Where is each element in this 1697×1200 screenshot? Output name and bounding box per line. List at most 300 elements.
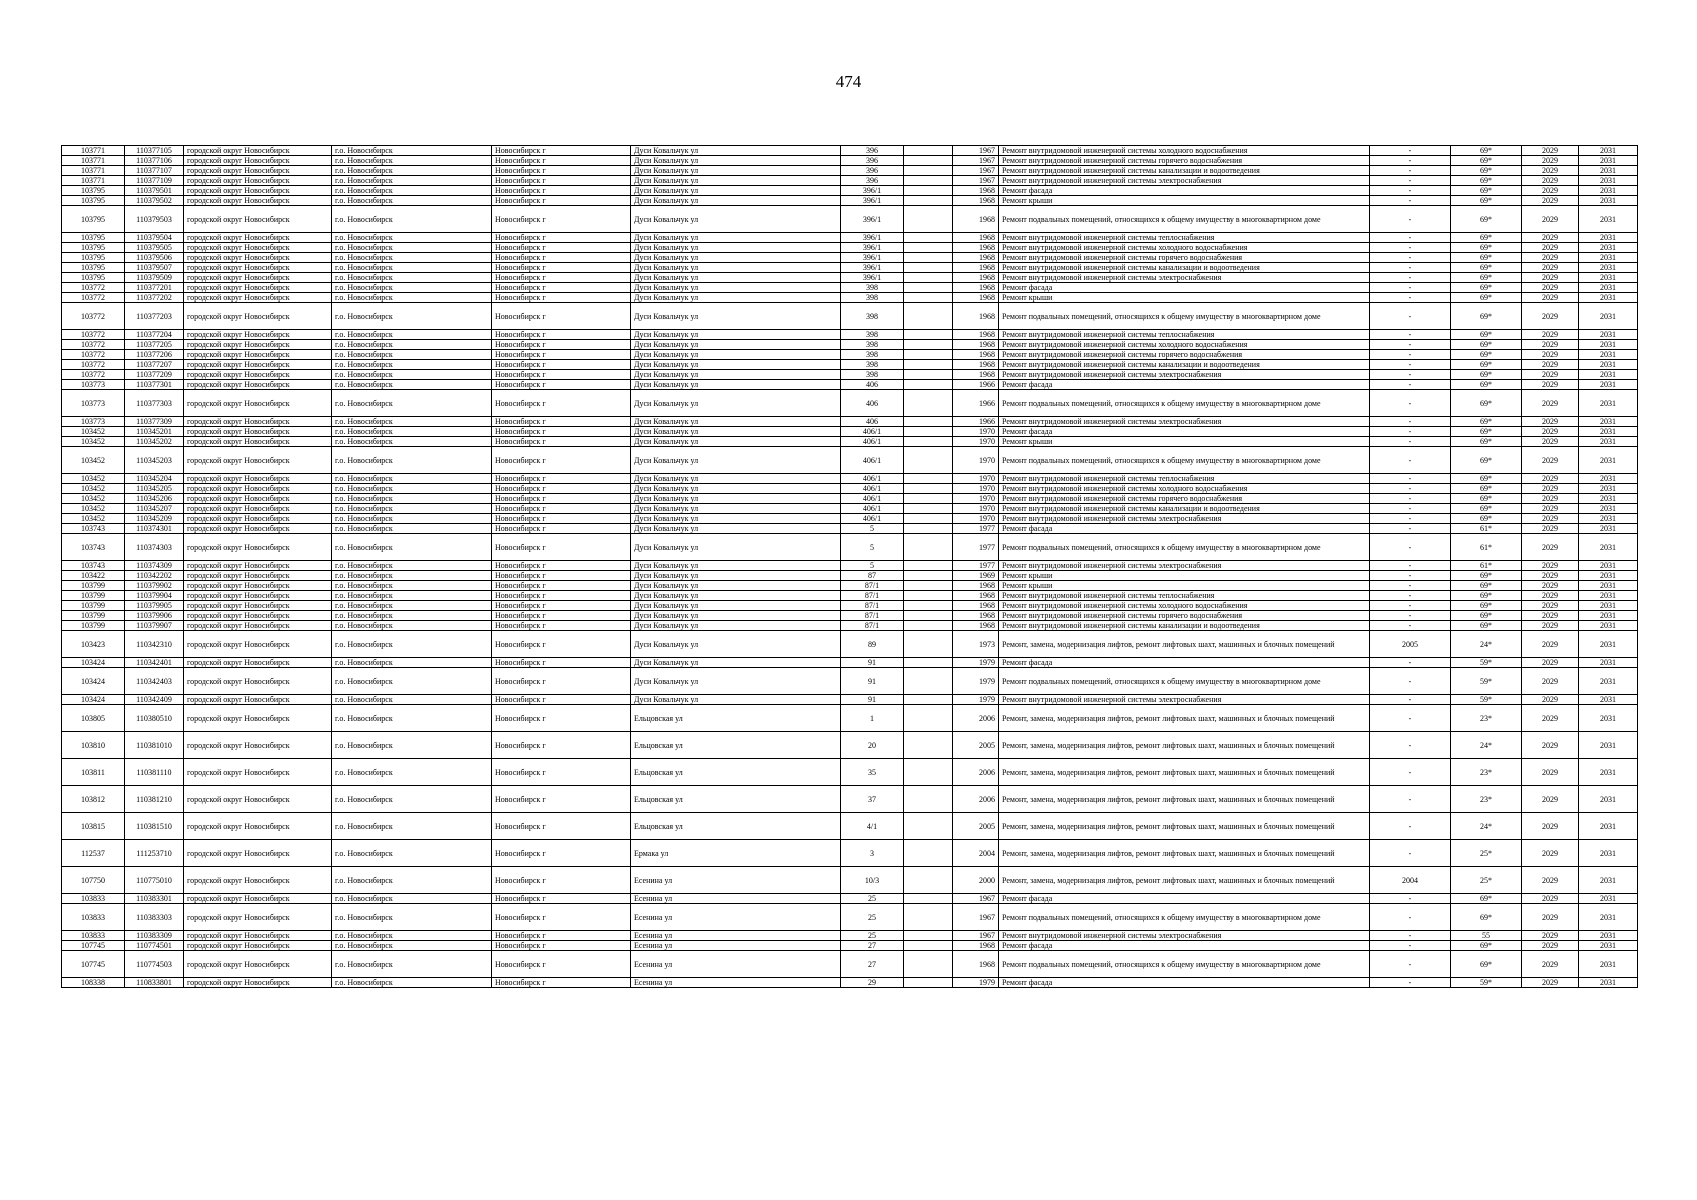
- cell-wear-percent: 69*: [1451, 591, 1522, 601]
- cell-house-number: 406: [841, 380, 904, 390]
- cell-municipal-formation: г.о. Новосибирск: [332, 631, 492, 658]
- cell-street: Дуси Ковальчук ул: [631, 196, 841, 206]
- cell-year-built: 1967: [953, 904, 999, 931]
- cell-work-type: Ремонт внутридомовой инженерной системы канализации и водоотведения: [999, 166, 1370, 176]
- cell-house-id: 103833: [62, 904, 125, 931]
- cell-municipal-district: городской округ Новосибирск: [184, 941, 332, 951]
- cell-municipal-formation: г.о. Новосибирск: [332, 571, 492, 581]
- cell-municipal-formation: г.о. Новосибирск: [332, 813, 492, 840]
- cell-work-type: Ремонт, замена, модернизация лифтов, ремонт лифтовых шахт, машинных и блочных помещений: [999, 631, 1370, 658]
- cell-house-number: 398: [841, 350, 904, 360]
- cell-municipal-formation: г.о. Новосибирск: [332, 380, 492, 390]
- cell-plan-end-year: 2031: [1579, 233, 1638, 243]
- cell-building: [904, 534, 953, 561]
- cell-wear-percent: 69*: [1451, 951, 1522, 978]
- cell-street: Дуси Ковальчук ул: [631, 330, 841, 340]
- cell-municipal-district: городской округ Новосибирск: [184, 904, 332, 931]
- cell-plan-end-year: 2031: [1579, 867, 1638, 894]
- cell-house-id: 103452: [62, 474, 125, 484]
- cell-plan-end-year: 2031: [1579, 591, 1638, 601]
- cell-street: Дуси Ковальчук ул: [631, 176, 841, 186]
- cell-last-repair-year: -: [1370, 514, 1451, 524]
- cell-plan-end-year: 2031: [1579, 283, 1638, 293]
- table-row: [62, 390, 1638, 417]
- cell-locality: Новосибирск г: [492, 631, 631, 658]
- cell-house-id: 103452: [62, 427, 125, 437]
- cell-wear-percent: 69*: [1451, 340, 1522, 350]
- cell-building: [904, 263, 953, 273]
- cell-plan-start-year: 2029: [1522, 951, 1579, 978]
- cell-last-repair-year: -: [1370, 283, 1451, 293]
- cell-plan-end-year: 2031: [1579, 514, 1638, 524]
- cell-municipal-district: городской округ Новосибирск: [184, 591, 332, 601]
- cell-street: Дуси Ковальчук ул: [631, 571, 841, 581]
- cell-work-id: 110379906: [125, 611, 184, 621]
- cell-municipal-district: городской округ Новосибирск: [184, 166, 332, 176]
- cell-municipal-district: городской округ Новосибирск: [184, 146, 332, 156]
- cell-street: Дуси Ковальчук ул: [631, 233, 841, 243]
- cell-last-repair-year: -: [1370, 293, 1451, 303]
- cell-building: [904, 447, 953, 474]
- page-number: 474: [835, 72, 862, 91]
- cell-work-type: Ремонт внутридомовой инженерной системы электроснабжения: [999, 514, 1370, 524]
- cell-municipal-formation: г.о. Новосибирск: [332, 303, 492, 330]
- cell-last-repair-year: -: [1370, 330, 1451, 340]
- cell-plan-start-year: 2029: [1522, 978, 1579, 988]
- cell-wear-percent: 69*: [1451, 894, 1522, 904]
- table-row: [62, 786, 1638, 813]
- cell-building: [904, 273, 953, 283]
- cell-municipal-district: городской округ Новосибирск: [184, 695, 332, 705]
- cell-municipal-district: городской округ Новосибирск: [184, 380, 332, 390]
- cell-year-built: 1979: [953, 978, 999, 988]
- cell-house-number: 406/1: [841, 484, 904, 494]
- cell-house-id: 103452: [62, 484, 125, 494]
- cell-year-built: 1970: [953, 474, 999, 484]
- cell-work-id: 110379505: [125, 243, 184, 253]
- cell-building: [904, 186, 953, 196]
- cell-house-number: 396/1: [841, 186, 904, 196]
- cell-wear-percent: 69*: [1451, 273, 1522, 283]
- cell-year-built: 1968: [953, 243, 999, 253]
- cell-house-id: 103805: [62, 705, 125, 732]
- cell-work-type: Ремонт внутридомовой инженерной системы горячего водоснабжения: [999, 611, 1370, 621]
- cell-plan-start-year: 2029: [1522, 484, 1579, 494]
- cell-plan-start-year: 2029: [1522, 840, 1579, 867]
- cell-house-id: 103799: [62, 591, 125, 601]
- cell-year-built: 1967: [953, 146, 999, 156]
- cell-municipal-district: городской округ Новосибирск: [184, 759, 332, 786]
- cell-plan-end-year: 2031: [1579, 668, 1638, 695]
- table-row: [62, 840, 1638, 867]
- cell-plan-start-year: 2029: [1522, 233, 1579, 243]
- cell-municipal-formation: г.о. Новосибирск: [332, 941, 492, 951]
- cell-plan-end-year: 2031: [1579, 813, 1638, 840]
- cell-work-id: 110374301: [125, 524, 184, 534]
- table-body: [62, 146, 1638, 988]
- cell-work-type: Ремонт внутридомовой инженерной системы теплоснабжения: [999, 474, 1370, 484]
- table-row: [62, 931, 1638, 941]
- cell-work-type: Ремонт подвальных помещений, относящихся к общему имуществу в многоквартирном доме: [999, 951, 1370, 978]
- cell-plan-start-year: 2029: [1522, 206, 1579, 233]
- cell-municipal-district: городской округ Новосибирск: [184, 581, 332, 591]
- cell-plan-end-year: 2031: [1579, 941, 1638, 951]
- table-row: [62, 330, 1638, 340]
- cell-street: Есенина ул: [631, 978, 841, 988]
- cell-building: [904, 571, 953, 581]
- cell-work-type: Ремонт крыши: [999, 293, 1370, 303]
- cell-work-id: 110379509: [125, 273, 184, 283]
- cell-work-type: Ремонт подвальных помещений, относящихся к общему имуществу в многоквартирном доме: [999, 447, 1370, 474]
- cell-wear-percent: 69*: [1451, 253, 1522, 263]
- cell-work-id: 110345201: [125, 427, 184, 437]
- cell-work-id: 110345209: [125, 514, 184, 524]
- cell-house-number: 29: [841, 978, 904, 988]
- cell-locality: Новосибирск г: [492, 840, 631, 867]
- cell-work-id: 110383309: [125, 931, 184, 941]
- cell-work-id: 110774503: [125, 951, 184, 978]
- table-row: [62, 166, 1638, 176]
- cell-street: Есенина ул: [631, 867, 841, 894]
- cell-municipal-district: городской округ Новосибирск: [184, 474, 332, 484]
- cell-plan-end-year: 2031: [1579, 196, 1638, 206]
- cell-house-number: 396/1: [841, 233, 904, 243]
- cell-plan-end-year: 2031: [1579, 658, 1638, 668]
- cell-building: [904, 504, 953, 514]
- cell-plan-end-year: 2031: [1579, 534, 1638, 561]
- cell-plan-start-year: 2029: [1522, 631, 1579, 658]
- cell-work-id: 110374309: [125, 561, 184, 571]
- cell-municipal-formation: г.о. Новосибирск: [332, 447, 492, 474]
- cell-last-repair-year: -: [1370, 340, 1451, 350]
- cell-municipal-district: городской округ Новосибирск: [184, 978, 332, 988]
- cell-house-number: 5: [841, 561, 904, 571]
- cell-plan-start-year: 2029: [1522, 330, 1579, 340]
- cell-year-built: 1967: [953, 166, 999, 176]
- cell-house-id: 103743: [62, 561, 125, 571]
- table-row: [62, 484, 1638, 494]
- cell-work-id: 110342409: [125, 695, 184, 705]
- cell-year-built: 1979: [953, 668, 999, 695]
- cell-municipal-formation: г.о. Новосибирск: [332, 904, 492, 931]
- cell-locality: Новосибирск г: [492, 330, 631, 340]
- cell-plan-start-year: 2029: [1522, 303, 1579, 330]
- cell-house-id: 103771: [62, 156, 125, 166]
- cell-building: [904, 303, 953, 330]
- cell-municipal-district: городской округ Новосибирск: [184, 233, 332, 243]
- cell-work-type: Ремонт внутридомовой инженерной системы холодного водоснабжения: [999, 601, 1370, 611]
- cell-municipal-district: городской округ Новосибирск: [184, 243, 332, 253]
- cell-municipal-district: городской округ Новосибирск: [184, 504, 332, 514]
- cell-house-number: 396/1: [841, 253, 904, 263]
- cell-year-built: 2006: [953, 759, 999, 786]
- table-row: [62, 867, 1638, 894]
- cell-street: Дуси Ковальчук ул: [631, 514, 841, 524]
- cell-street: Дуси Ковальчук ул: [631, 668, 841, 695]
- cell-locality: Новосибирск г: [492, 705, 631, 732]
- cell-work-type: Ремонт внутридомовой инженерной системы электроснабжения: [999, 561, 1370, 571]
- cell-locality: Новосибирск г: [492, 360, 631, 370]
- cell-work-type: Ремонт внутридомовой инженерной системы холодного водоснабжения: [999, 146, 1370, 156]
- cell-work-id: 110345205: [125, 484, 184, 494]
- cell-municipal-district: городской округ Новосибирск: [184, 786, 332, 813]
- table-row: [62, 437, 1638, 447]
- cell-plan-end-year: 2031: [1579, 524, 1638, 534]
- cell-year-built: 2006: [953, 786, 999, 813]
- cell-locality: Новосибирск г: [492, 695, 631, 705]
- cell-locality: Новосибирск г: [492, 146, 631, 156]
- cell-wear-percent: 69*: [1451, 350, 1522, 360]
- cell-plan-end-year: 2031: [1579, 427, 1638, 437]
- cell-house-number: 406: [841, 390, 904, 417]
- cell-year-built: 1968: [953, 330, 999, 340]
- cell-work-id: 110381010: [125, 732, 184, 759]
- cell-locality: Новосибирск г: [492, 514, 631, 524]
- table-row: [62, 370, 1638, 380]
- cell-year-built: 2000: [953, 867, 999, 894]
- cell-plan-end-year: 2031: [1579, 360, 1638, 370]
- cell-last-repair-year: -: [1370, 447, 1451, 474]
- cell-house-id: 103810: [62, 732, 125, 759]
- cell-year-built: 1968: [953, 293, 999, 303]
- cell-street: Дуси Ковальчук ул: [631, 695, 841, 705]
- cell-work-type: Ремонт подвальных помещений, относящихся к общему имуществу в многоквартирном доме: [999, 534, 1370, 561]
- cell-work-type: Ремонт внутридомовой инженерной системы электроснабжения: [999, 370, 1370, 380]
- cell-wear-percent: 69*: [1451, 206, 1522, 233]
- cell-plan-end-year: 2031: [1579, 561, 1638, 571]
- cell-municipal-district: городской округ Новосибирск: [184, 283, 332, 293]
- cell-house-number: 398: [841, 283, 904, 293]
- table-row: [62, 904, 1638, 931]
- cell-building: [904, 951, 953, 978]
- table-row: [62, 534, 1638, 561]
- table-row: [62, 263, 1638, 273]
- cell-locality: Новосибирск г: [492, 931, 631, 941]
- cell-wear-percent: 59*: [1451, 658, 1522, 668]
- cell-house-id: 103743: [62, 534, 125, 561]
- cell-year-built: 1967: [953, 156, 999, 166]
- cell-house-id: 103772: [62, 350, 125, 360]
- cell-last-repair-year: -: [1370, 156, 1451, 166]
- cell-work-id: 110342401: [125, 658, 184, 668]
- cell-work-id: 110374303: [125, 534, 184, 561]
- cell-locality: Новосибирск г: [492, 658, 631, 668]
- cell-house-number: 406/1: [841, 514, 904, 524]
- cell-house-number: 87/1: [841, 621, 904, 631]
- cell-work-type: Ремонт внутридомовой инженерной системы канализации и водоотведения: [999, 621, 1370, 631]
- cell-plan-start-year: 2029: [1522, 293, 1579, 303]
- cell-house-number: 27: [841, 951, 904, 978]
- table-row: [62, 611, 1638, 621]
- table-row: [62, 380, 1638, 390]
- cell-wear-percent: 69*: [1451, 447, 1522, 474]
- cell-work-id: 110377207: [125, 360, 184, 370]
- cell-work-id: 110377209: [125, 370, 184, 380]
- cell-building: [904, 978, 953, 988]
- cell-last-repair-year: -: [1370, 695, 1451, 705]
- table-row: [62, 283, 1638, 293]
- cell-plan-start-year: 2029: [1522, 571, 1579, 581]
- cell-work-type: Ремонт внутридомовой инженерной системы канализации и водоотведения: [999, 504, 1370, 514]
- cell-street: Дуси Ковальчук ул: [631, 166, 841, 176]
- cell-building: [904, 621, 953, 631]
- cell-plan-start-year: 2029: [1522, 253, 1579, 263]
- cell-municipal-formation: г.о. Новосибирск: [332, 591, 492, 601]
- cell-wear-percent: 55: [1451, 931, 1522, 941]
- cell-work-id: 110345207: [125, 504, 184, 514]
- cell-house-id: 103743: [62, 524, 125, 534]
- cell-plan-start-year: 2029: [1522, 601, 1579, 611]
- cell-municipal-formation: г.о. Новосибирск: [332, 233, 492, 243]
- cell-street: Дуси Ковальчук ул: [631, 253, 841, 263]
- cell-house-id: 107750: [62, 867, 125, 894]
- cell-plan-end-year: 2031: [1579, 253, 1638, 263]
- cell-work-id: 110377204: [125, 330, 184, 340]
- cell-house-id: 103799: [62, 621, 125, 631]
- cell-plan-end-year: 2031: [1579, 417, 1638, 427]
- cell-work-id: 110345204: [125, 474, 184, 484]
- cell-work-id: 110381110: [125, 759, 184, 786]
- cell-house-id: 103833: [62, 931, 125, 941]
- cell-plan-end-year: 2031: [1579, 303, 1638, 330]
- cell-plan-end-year: 2031: [1579, 978, 1638, 988]
- cell-work-id: 110377106: [125, 156, 184, 166]
- cell-building: [904, 561, 953, 571]
- cell-plan-end-year: 2031: [1579, 571, 1638, 581]
- cell-year-built: 1977: [953, 524, 999, 534]
- cell-locality: Новосибирск г: [492, 581, 631, 591]
- cell-plan-end-year: 2031: [1579, 166, 1638, 176]
- cell-building: [904, 484, 953, 494]
- cell-municipal-formation: г.о. Новосибирск: [332, 166, 492, 176]
- cell-plan-end-year: 2031: [1579, 611, 1638, 621]
- cell-street: Ельцовская ул: [631, 705, 841, 732]
- cell-plan-start-year: 2029: [1522, 534, 1579, 561]
- cell-work-type: Ремонт внутридомовой инженерной системы электроснабжения: [999, 176, 1370, 186]
- cell-street: Ельцовская ул: [631, 759, 841, 786]
- cell-plan-start-year: 2029: [1522, 380, 1579, 390]
- cell-year-built: 1968: [953, 951, 999, 978]
- cell-street: Дуси Ковальчук ул: [631, 350, 841, 360]
- cell-street: Дуси Ковальчук ул: [631, 283, 841, 293]
- cell-plan-end-year: 2031: [1579, 330, 1638, 340]
- cell-building: [904, 611, 953, 621]
- cell-work-type: Ремонт внутридомовой инженерной системы теплоснабжения: [999, 591, 1370, 601]
- cell-year-built: 1967: [953, 176, 999, 186]
- cell-wear-percent: 59*: [1451, 668, 1522, 695]
- cell-plan-start-year: 2029: [1522, 514, 1579, 524]
- cell-plan-end-year: 2031: [1579, 146, 1638, 156]
- cell-building: [904, 514, 953, 524]
- cell-municipal-formation: г.о. Новосибирск: [332, 705, 492, 732]
- cell-locality: Новосибирск г: [492, 253, 631, 263]
- cell-house-id: 103795: [62, 243, 125, 253]
- cell-house-id: 103771: [62, 166, 125, 176]
- cell-house-id: 103799: [62, 581, 125, 591]
- cell-work-type: Ремонт фасада: [999, 941, 1370, 951]
- cell-last-repair-year: -: [1370, 350, 1451, 360]
- cell-wear-percent: 69*: [1451, 941, 1522, 951]
- table-row: [62, 658, 1638, 668]
- cell-work-id: 110379501: [125, 186, 184, 196]
- cell-work-type: Ремонт фасада: [999, 186, 1370, 196]
- cell-house-id: 103773: [62, 390, 125, 417]
- cell-plan-start-year: 2029: [1522, 447, 1579, 474]
- cell-wear-percent: 69*: [1451, 904, 1522, 931]
- cell-street: Ермака ул: [631, 840, 841, 867]
- cell-municipal-formation: г.о. Новосибирск: [332, 263, 492, 273]
- cell-building: [904, 732, 953, 759]
- cell-plan-start-year: 2029: [1522, 283, 1579, 293]
- cell-last-repair-year: -: [1370, 243, 1451, 253]
- cell-year-built: 1969: [953, 571, 999, 581]
- cell-wear-percent: 69*: [1451, 417, 1522, 427]
- cell-work-id: 110379902: [125, 581, 184, 591]
- cell-street: Дуси Ковальчук ул: [631, 360, 841, 370]
- table-row: [62, 196, 1638, 206]
- cell-locality: Новосибирск г: [492, 524, 631, 534]
- cell-plan-start-year: 2029: [1522, 668, 1579, 695]
- cell-plan-start-year: 2029: [1522, 621, 1579, 631]
- cell-street: Дуси Ковальчук ул: [631, 581, 841, 591]
- cell-house-number: 398: [841, 340, 904, 350]
- cell-wear-percent: 23*: [1451, 705, 1522, 732]
- cell-locality: Новосибирск г: [492, 601, 631, 611]
- cell-building: [904, 786, 953, 813]
- cell-wear-percent: 69*: [1451, 186, 1522, 196]
- cell-plan-end-year: 2031: [1579, 263, 1638, 273]
- table-row: [62, 253, 1638, 263]
- table-row: [62, 360, 1638, 370]
- cell-wear-percent: 25*: [1451, 840, 1522, 867]
- table-row: [62, 759, 1638, 786]
- cell-plan-end-year: 2031: [1579, 474, 1638, 484]
- cell-municipal-district: городской округ Новосибирск: [184, 156, 332, 166]
- cell-municipal-formation: г.о. Новосибирск: [332, 601, 492, 611]
- cell-house-number: 398: [841, 360, 904, 370]
- cell-municipal-formation: г.о. Новосибирск: [332, 293, 492, 303]
- cell-last-repair-year: -: [1370, 894, 1451, 904]
- cell-last-repair-year: -: [1370, 504, 1451, 514]
- cell-building: [904, 695, 953, 705]
- table-row: [62, 705, 1638, 732]
- cell-street: Дуси Ковальчук ул: [631, 494, 841, 504]
- cell-municipal-district: городской округ Новосибирск: [184, 196, 332, 206]
- cell-wear-percent: 69*: [1451, 611, 1522, 621]
- cell-building: [904, 894, 953, 904]
- cell-year-built: 1968: [953, 611, 999, 621]
- cell-work-id: 110377205: [125, 340, 184, 350]
- cell-house-number: 406/1: [841, 437, 904, 447]
- cell-municipal-district: городской округ Новосибирск: [184, 867, 332, 894]
- cell-plan-end-year: 2031: [1579, 732, 1638, 759]
- cell-plan-end-year: 2031: [1579, 951, 1638, 978]
- cell-last-repair-year: -: [1370, 813, 1451, 840]
- cell-municipal-formation: г.о. Новосибирск: [332, 978, 492, 988]
- cell-municipal-district: городской округ Новосибирск: [184, 484, 332, 494]
- cell-locality: Новосибирск г: [492, 867, 631, 894]
- cell-building: [904, 668, 953, 695]
- cell-building: [904, 253, 953, 263]
- cell-municipal-formation: г.о. Новосибирск: [332, 668, 492, 695]
- table-row: [62, 621, 1638, 631]
- cell-year-built: 1968: [953, 233, 999, 243]
- cell-plan-end-year: 2031: [1579, 581, 1638, 591]
- cell-work-type: Ремонт, замена, модернизация лифтов, ремонт лифтовых шахт, машинных и блочных помещений: [999, 786, 1370, 813]
- cell-last-repair-year: -: [1370, 303, 1451, 330]
- cell-year-built: 2006: [953, 705, 999, 732]
- cell-house-id: 103424: [62, 695, 125, 705]
